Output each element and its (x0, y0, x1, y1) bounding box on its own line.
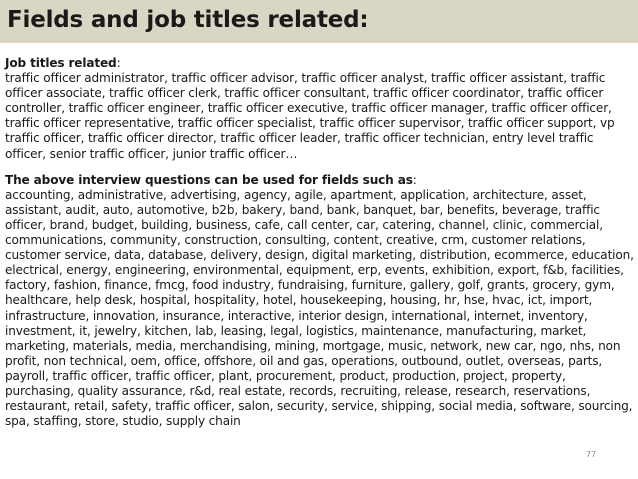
job-titles-list: traffic officer administrator, traffic officer advisor, traffic officer analyst, traffic officer assistant, traffic officer associate, traffic officer clerk, traffic officer consultant, traffic officer coordinator, traffic officer controller, traffic officer engineer, traffic officer executive, traffic officer manager, traffic officer officer, traffic officer representative, traffic officer specialist, traffic officer supervisor, traffic officer support, vp traffic officer, traffic officer director, traffic officer leader, traffic officer technician, entry level traffic officer, senior traffic officer, junior traffic officer… (5, 71, 615, 161)
slide-title: Fields and job titles related: (7, 7, 369, 33)
fields-heading-label: The above interview questions can be used for fields such as (5, 172, 413, 187)
fields-heading (5, 173, 635, 188)
slide-content (5, 56, 635, 429)
job-titles-heading (5, 56, 635, 71)
job-titles-heading-label: Job titles related (5, 56, 117, 70)
job-titles-heading-colon: : (116, 56, 121, 70)
fields-list: accounting, administrative, advertising, agency, agile, apartment, application, architecture, asset, assistant, audit, auto, automotive, b2b, bakery, band, bank, banquet, bar, benefits, beverage, traffic officer, brand, budget, building, business, cafe, call center, car, catering, channel, clinic, commercial, communications, community, construction, consulting, content, creative, crm, customer relations, customer service, data, database, delivery, design, digital marketing, distribution, ecommerce, education, electrical, energy, engineering, environmental, equipment, erp, events, exhibition, export, f&b, facilities, factory, fashion, finance, fmcg, food industry, fundraising, furniture, gallery, golf, grants, grocery, gym, healthcare, help desk, hospital, hospitality, hotel, housekeeping, housing, hr, hse, hvac, ict, import, infrastructure, innovation, insurance, interactive, interior design, international, internet, inventory, investment, it, jewelry, kitchen, lab, leasing, legal, logistics, maintenance, manufacturing, market, marketing, materials, media, merchandising, mining, mortgage, music, network, new car, ngo, nhs, non profit, non technical, oem, office, offshore, oil and gas, operations, outbound, outlet, overseas, parts, payroll, traffic officer, traffic officer, plant, procurement, product, production, project, property, purchasing, quality assurance, r&d, real estate, records, recruiting, release, research, reservations, restaurant, retail, safety, traffic officer, salon, security, service, shipping, social media, software, sourcing, spa, staffing, store, studio, supply chain (5, 187, 634, 429)
fields-heading-colon: : (412, 172, 417, 187)
page-number: 77 (586, 450, 597, 459)
section-gap (5, 162, 635, 173)
